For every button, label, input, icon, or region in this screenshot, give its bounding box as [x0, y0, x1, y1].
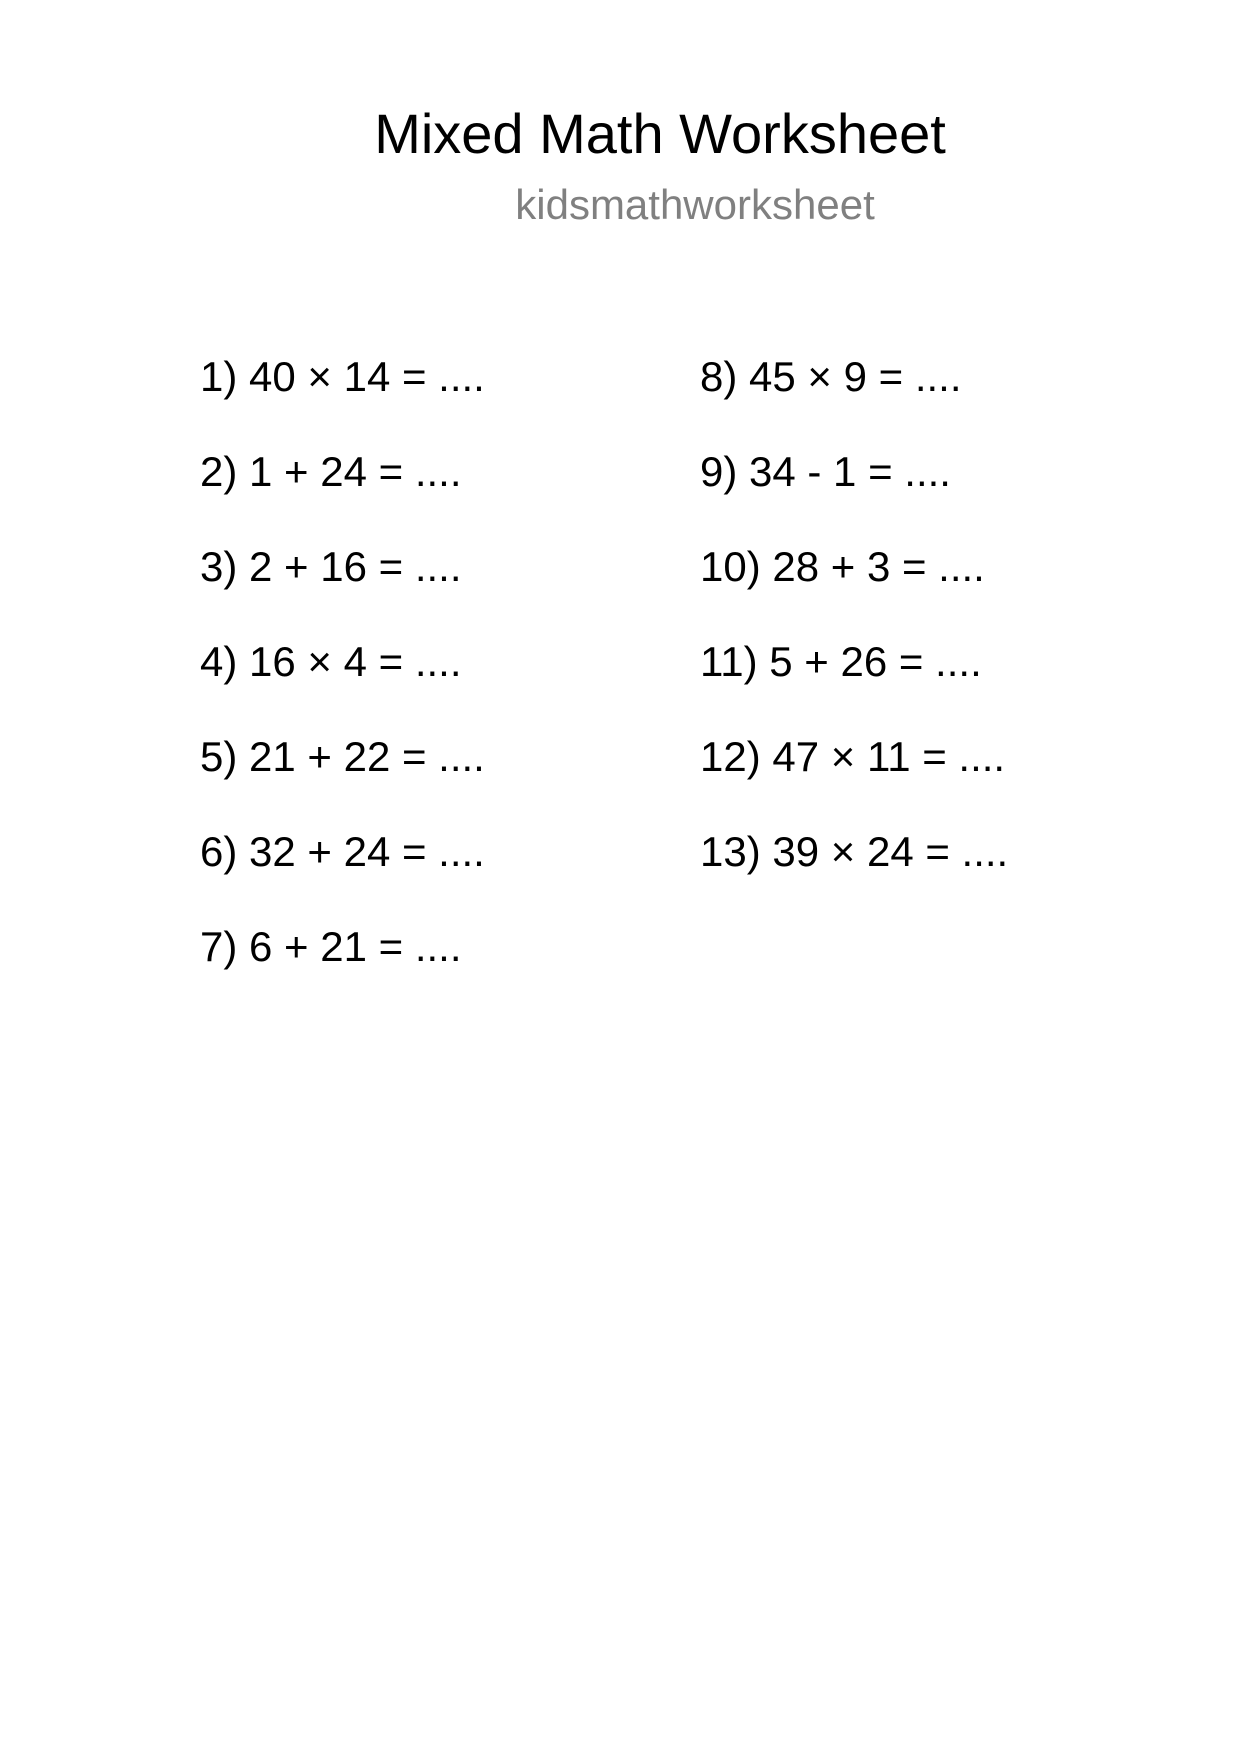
- worksheet-title: Mixed Math Worksheet: [374, 102, 946, 165]
- problem-11: 11) 5 + 26 = ....: [700, 638, 982, 685]
- problem-12: 12) 47 × 11 = ....: [700, 733, 1006, 780]
- problem-2: 2) 1 + 24 = ....: [200, 448, 462, 495]
- problem-4: 4) 16 × 4 = ....: [200, 638, 462, 685]
- problem-3: 3) 2 + 16 = ....: [200, 543, 462, 590]
- problem-column-left: [200, 349, 485, 1014]
- problem-13: 13) 39 × 24 = ....: [700, 828, 1009, 875]
- worksheet-subtitle: kidsmathworksheet: [515, 181, 875, 228]
- problem-5: 5) 21 + 22 = ....: [200, 733, 485, 780]
- problem-6: 6) 32 + 24 = ....: [200, 828, 485, 875]
- problem-9: 9) 34 - 1 = ....: [700, 448, 951, 495]
- problem-1: 1) 40 × 14 = ....: [200, 353, 485, 400]
- problem-7: 7) 6 + 21 = ....: [200, 923, 462, 970]
- problem-column-right: [700, 349, 1008, 919]
- problem-10: 10) 28 + 3 = ....: [700, 543, 985, 590]
- problem-8: 8) 45 × 9 = ....: [700, 353, 962, 400]
